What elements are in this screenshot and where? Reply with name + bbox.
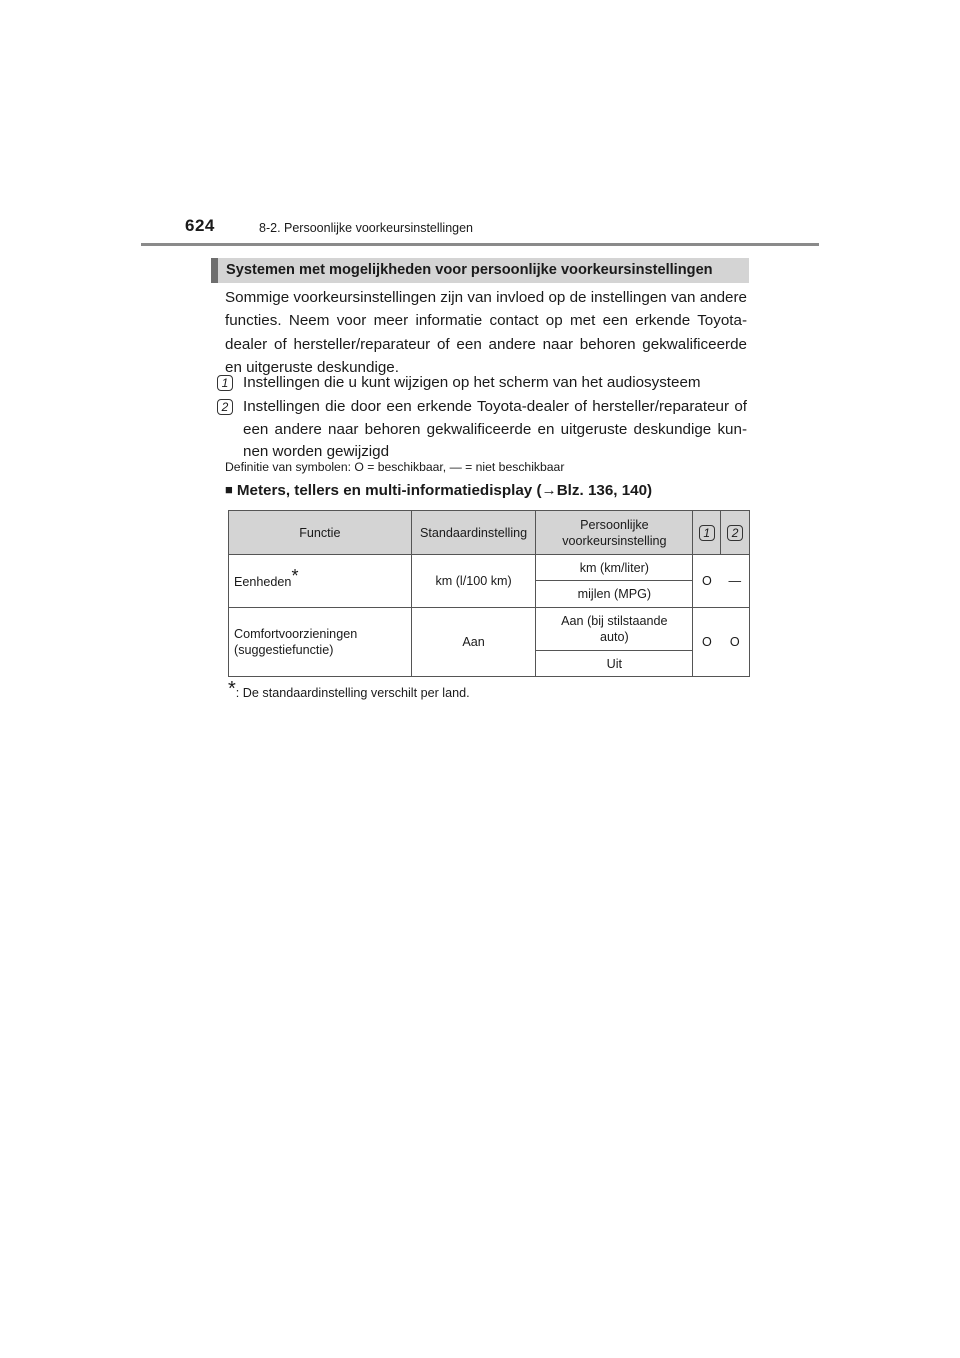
cell-function: Comfortvoorzieningen (suggestiefunctie) — [229, 608, 412, 677]
cell-option: Uit — [536, 651, 693, 677]
subsection-heading — [225, 482, 652, 499]
square-bullet-icon: ■ — [225, 482, 233, 497]
cell-option: km (km/liter) — [536, 555, 693, 581]
header-col2 — [721, 511, 750, 555]
numbered-item-1 — [217, 372, 747, 395]
page-reference: Blz. 136, 140) — [556, 482, 653, 499]
header-default: Standaardinstelling — [411, 511, 536, 555]
header-custom: Persoonlijke voorkeursinstelling — [536, 511, 693, 555]
table-row — [229, 608, 750, 651]
cell-option: Aan (bij stilstaande auto) — [536, 608, 693, 651]
cell-option: mijlen (MPG) — [536, 581, 693, 608]
number-badge-2: 2 — [217, 399, 233, 415]
arrow-right-icon: → — [541, 482, 557, 499]
cell-function: Eenheden* — [229, 555, 412, 608]
header-rule — [141, 243, 819, 246]
cell-col2: O — [721, 608, 750, 677]
number-badge-1: 1 — [699, 525, 715, 541]
table-row — [229, 555, 750, 581]
header-function: Functie — [229, 511, 412, 555]
numbered-item-text: Instellingen die u kunt wijzigen op het scherm van het audiosysteem — [243, 374, 701, 391]
number-badge-2: 2 — [727, 525, 743, 541]
subsection-title: Meters, tellers en multi-informatiedisplay ( — [236, 482, 542, 499]
chapter-title: 8-2. Persoonlijke voorkeursinstellingen — [259, 221, 474, 235]
section-heading: Systemen met mogelijkheden voor persoonlijke voorkeursinstellingen — [211, 258, 749, 283]
numbered-item-text: Instellingen die door een erkende Toyota-dealer of hersteller/reparateur of een andere naar behoren gekwalificeerde en uitgeruste deskundige kunnen worden gewijzigd — [243, 398, 747, 461]
cell-default: Aan — [411, 608, 536, 677]
footnote — [228, 680, 470, 703]
cell-col1: O — [693, 608, 721, 677]
page-number: 624 — [185, 216, 215, 235]
asterisk-mark: * — [291, 566, 299, 586]
symbol-legend: Definitie van symbolen: O = beschikbaar, — = niet beschikbaar — [225, 460, 565, 474]
number-badge-1: 1 — [217, 375, 233, 391]
cell-col1: O — [693, 555, 721, 608]
cell-col2: — — [721, 555, 750, 608]
intro-paragraph: Sommige voorkeursinstellingen zijn van invloed op de instellingen van andere functies. Neem voor meer informatie contact op met een erkende Toyota-dealer of hersteller/reparateur of een andere naar behoren gekwalificeerde en uitgeruste deskundige. — [225, 289, 747, 377]
numbered-item-2 — [217, 396, 747, 464]
header-col1 — [693, 511, 721, 555]
cell-default: km (l/100 km) — [411, 555, 536, 608]
settings-table — [228, 510, 750, 677]
asterisk-mark: * — [228, 678, 236, 700]
footnote-text: : De standaardinstelling verschilt per land. — [235, 686, 470, 700]
table-header-row — [229, 511, 750, 555]
